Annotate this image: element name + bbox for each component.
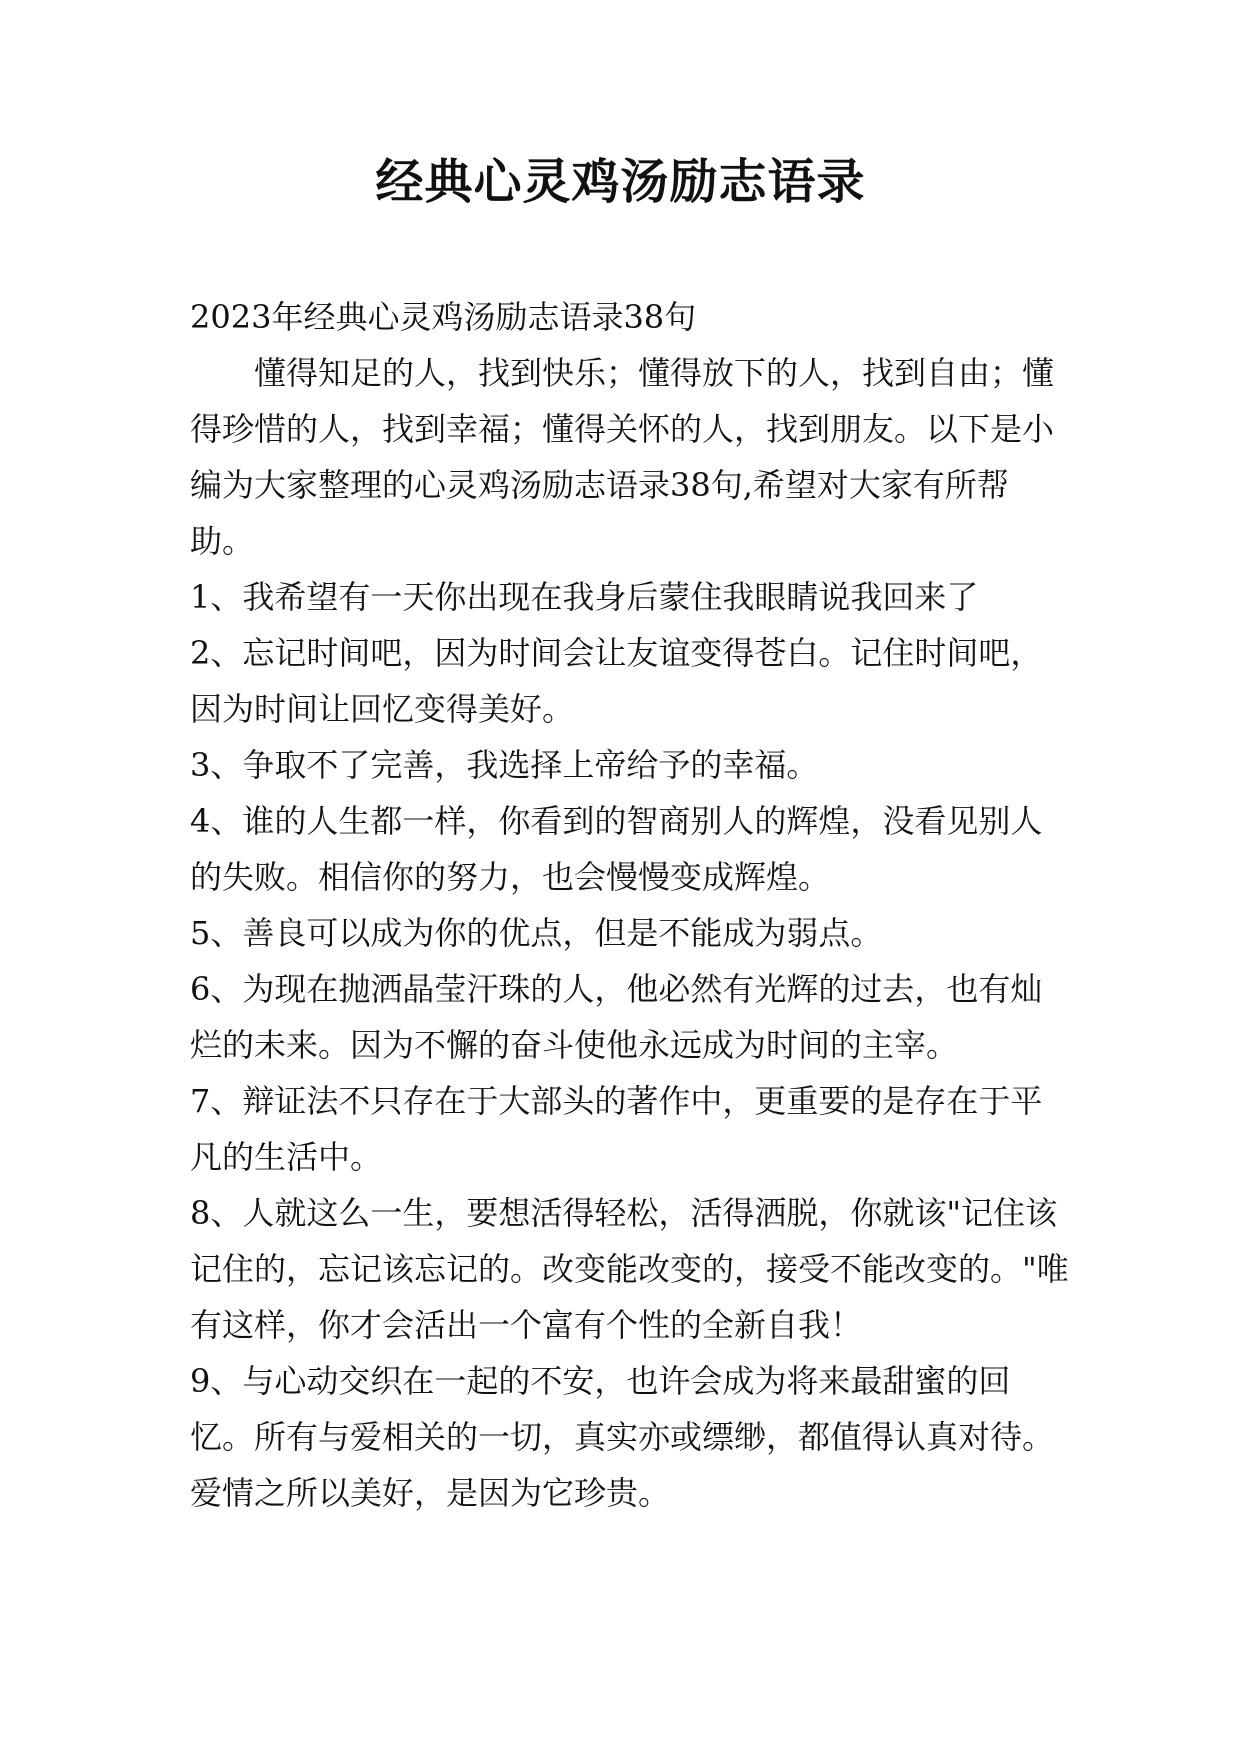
- quote-item: 4、谁的人生都一样，你看到的智商别人的辉煌，没看见别人的失败。相信你的努力，也会慢慢变成辉煌。: [190, 802, 1043, 896]
- quote-item: 9、与心动交织在一起的不安，也许会成为将来最甜蜜的回忆。所有与爱相关的一切，真实亦或缥缈，都值得认真对待。爱情之所以美好，是因为它珍贵。: [190, 1362, 1055, 1512]
- document-title: 经典心灵鸡汤励志语录: [375, 154, 866, 210]
- quote-item: 5、善良可以成为你的优点，但是不能成为弱点。: [190, 914, 883, 952]
- document-subtitle: 2023年经典心灵鸡汤励志语录38句: [190, 298, 697, 336]
- quote-item: 1、我希望有一天你出现在我身后蒙住我眼睛说我回来了: [190, 578, 979, 616]
- quote-item: 2、忘记时间吧，因为时间会让友谊变得苍白。记住时间吧，因为时间让回忆变得美好。: [190, 634, 1043, 728]
- quote-item: 8、人就这么一生，要想活得轻松，活得洒脱，你就该"记住该记住的，忘记该忘记的。改变能改变的，接受不能改变的。"唯有这样，你才会活出一个富有个性的全新自我！: [190, 1194, 1069, 1344]
- quote-item: 6、为现在抛洒晶莹汗珠的人，他必然有光辉的过去，也有灿烂的未来。因为不懈的奋斗使他永远成为时间的主宰。: [190, 970, 1043, 1064]
- quote-item: 7、辩证法不只存在于大部头的著作中，更重要的是存在于平凡的生活中。: [190, 1082, 1043, 1176]
- intro-paragraph: 懂得知足的人，找到快乐；懂得放下的人，找到自由；懂得珍惜的人，找到幸福；懂得关怀的人，找到朋友。以下是小编为大家整理的心灵鸡汤励志语录38句,希望对大家有所帮助。: [190, 354, 1055, 560]
- quote-item: 3、争取不了完善，我选择上帝给予的幸福。: [190, 746, 819, 784]
- document-body: [190, 289, 1070, 1521]
